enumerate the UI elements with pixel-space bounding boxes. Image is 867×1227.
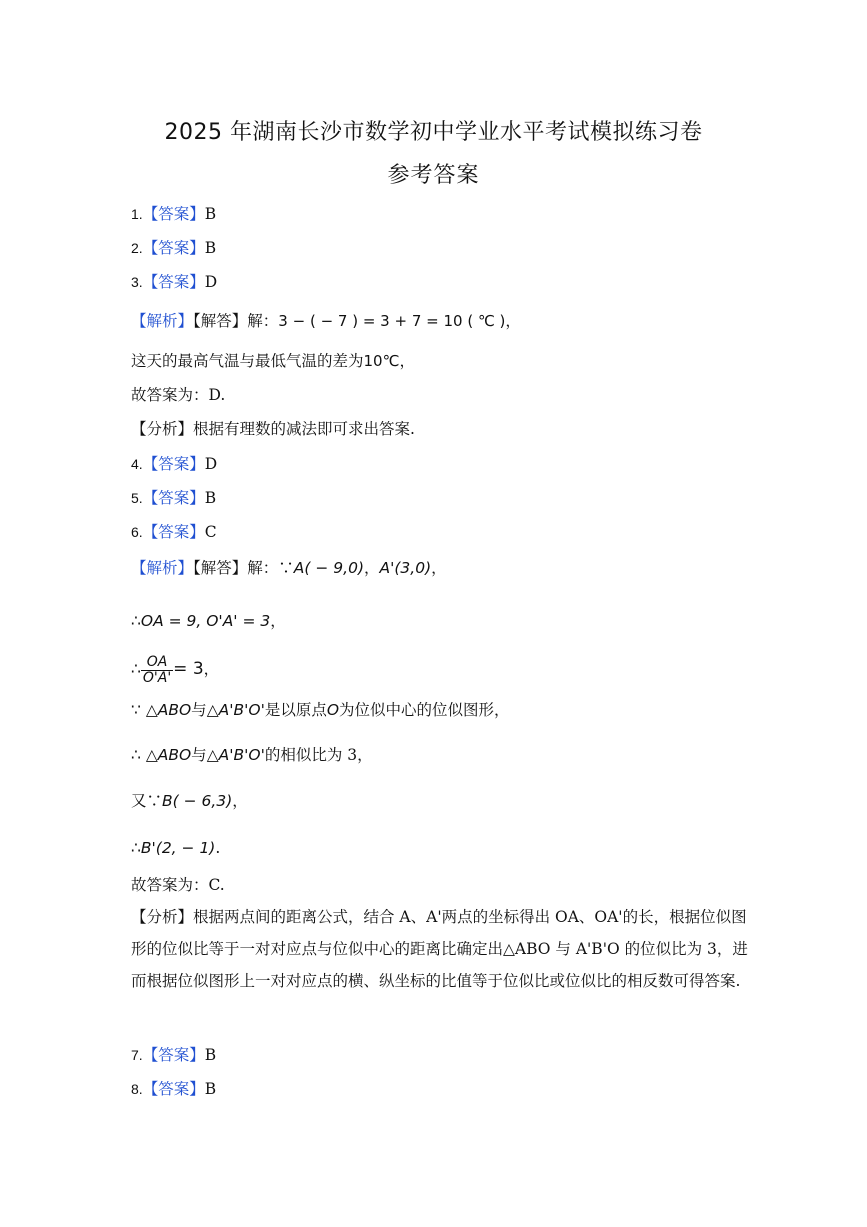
triangle-a-prime: △A'B'O' xyxy=(206,746,265,764)
formula: 3 − ( − 7 ) = 3 + 7 = 10 ( ℃ ) xyxy=(278,312,506,330)
jiexi-tag: 【解析】 xyxy=(131,559,194,577)
punctuation: ， xyxy=(399,352,415,370)
question-number: 3. xyxy=(131,274,143,290)
q6-ratio xyxy=(131,652,219,686)
q6-point-b-prime xyxy=(131,838,220,858)
ratio-value: = 3 xyxy=(173,659,204,679)
question-number: 4. xyxy=(131,456,143,472)
point-a: A( − 9,0) xyxy=(293,559,364,577)
jie-label: 解： xyxy=(247,312,279,330)
point-b-prime: B'(2, − 1) xyxy=(140,839,216,857)
q3-difference-line xyxy=(131,351,415,371)
q3-conclusion: 故答案为：D. xyxy=(131,386,226,404)
triangle-abo: △ABO xyxy=(145,746,192,764)
jieda-tag: 【解答】 xyxy=(193,559,248,577)
answer-item-3 xyxy=(131,272,217,292)
answer-tag: 【答案】 xyxy=(142,523,205,541)
triangle-a-prime: △A'B'O' xyxy=(206,701,265,719)
punctuation: ， xyxy=(232,792,248,810)
answer-tag: 【答案】 xyxy=(142,273,205,291)
q6-distances xyxy=(131,611,286,631)
math-value: 10℃ xyxy=(363,352,400,370)
point-a-prime: A'(3,0) xyxy=(379,559,432,577)
therefore-symbol: ∴ xyxy=(131,839,141,857)
answer-value: B xyxy=(204,239,217,257)
answer-tag: 【答案】 xyxy=(142,1080,205,1098)
q6-point-b xyxy=(131,791,248,811)
point-b: B( − 6,3) xyxy=(162,792,233,810)
answer-value: C xyxy=(204,523,217,541)
answer-value: D xyxy=(204,455,218,473)
because-symbol: ∵ xyxy=(131,701,141,719)
punctuation: ， xyxy=(364,559,380,577)
q6-given-points xyxy=(131,558,447,578)
document-title: 2025 年湖南长沙市数学初中学业水平考试模拟练习卷 xyxy=(164,120,703,145)
question-number: 5. xyxy=(131,490,143,506)
triangle-abo: △ABO xyxy=(145,701,192,719)
punctuation: . xyxy=(215,839,221,857)
answer-item-1 xyxy=(131,204,216,224)
q6-analysis: 【分析】根据两点间的距离公式，结合 A、A'两点的坐标得出 OA、OA'的长，根据位似图形的位似比等于一对对应点与位似中心的距离比确定出△ABO 与 A'B'O 的位似比为 3，进而根据位似图形上一对对应点的横、纵坐标的比值等于位似比或位似比的相反数可得答案. xyxy=(131,908,748,990)
jiexi-tag: 【解析】 xyxy=(131,312,194,330)
answer-tag: 【答案】 xyxy=(142,455,205,473)
statement-text: 这天的最高气温与最低气温的差为 xyxy=(131,352,364,370)
answer-tag: 【答案】 xyxy=(142,1046,205,1064)
answer-item-8 xyxy=(131,1079,216,1099)
answer-item-7 xyxy=(131,1045,216,1065)
therefore-symbol: ∴ xyxy=(131,612,141,630)
distance-values: OA = 9, O'A' = 3 xyxy=(140,612,271,630)
statement-text: 是以原点 xyxy=(264,701,327,719)
answer-tag: 【答案】 xyxy=(142,239,205,257)
answer-value: B xyxy=(204,489,217,507)
jie-label: 解：∵ xyxy=(247,559,294,577)
q3-analysis: 【分析】根据有理数的减法即可求出答案. xyxy=(131,420,415,438)
jieda-tag: 【解答】 xyxy=(193,312,248,330)
origin-o: O xyxy=(326,701,340,719)
statement-text: 的相似比为 3， xyxy=(264,746,373,764)
therefore-symbol: ∴ xyxy=(131,660,141,678)
punctuation: ， xyxy=(505,312,521,330)
q3-solution-line xyxy=(131,311,521,331)
fraction-denominator: O'A' xyxy=(142,669,172,686)
fraction-numerator: OA xyxy=(141,655,173,671)
answer-value: B xyxy=(204,1080,217,1098)
answer-tag: 【答案】 xyxy=(142,489,205,507)
answer-value: B xyxy=(204,1046,217,1064)
connector: 与 xyxy=(191,746,207,764)
punctuation: ， xyxy=(270,612,286,630)
question-number: 6. xyxy=(131,524,143,540)
answer-value: B xyxy=(204,205,217,223)
punctuation: ， xyxy=(431,559,447,577)
document-subtitle: 参考答案 xyxy=(387,163,480,188)
question-number: 8. xyxy=(131,1081,143,1097)
statement-text: 为位似中心的位似图形， xyxy=(339,701,510,719)
question-number: 1. xyxy=(131,206,143,222)
therefore-symbol: ∴ xyxy=(131,746,141,764)
answer-value: D xyxy=(204,273,218,291)
answer-item-6 xyxy=(131,522,217,542)
q6-conclusion: 故答案为：C. xyxy=(131,876,225,894)
statement-text: 又∵ xyxy=(131,792,163,810)
ratio-fraction xyxy=(141,655,173,686)
answer-item-5 xyxy=(131,488,216,508)
answer-item-2 xyxy=(131,238,216,258)
q6-similarity-ratio xyxy=(131,745,373,765)
answer-tag: 【答案】 xyxy=(142,205,205,223)
connector: 与 xyxy=(191,701,207,719)
punctuation: ， xyxy=(203,660,220,678)
q6-similar-figures xyxy=(131,700,510,720)
question-number: 7. xyxy=(131,1047,143,1063)
answer-item-4 xyxy=(131,454,217,474)
question-number: 2. xyxy=(131,240,143,256)
